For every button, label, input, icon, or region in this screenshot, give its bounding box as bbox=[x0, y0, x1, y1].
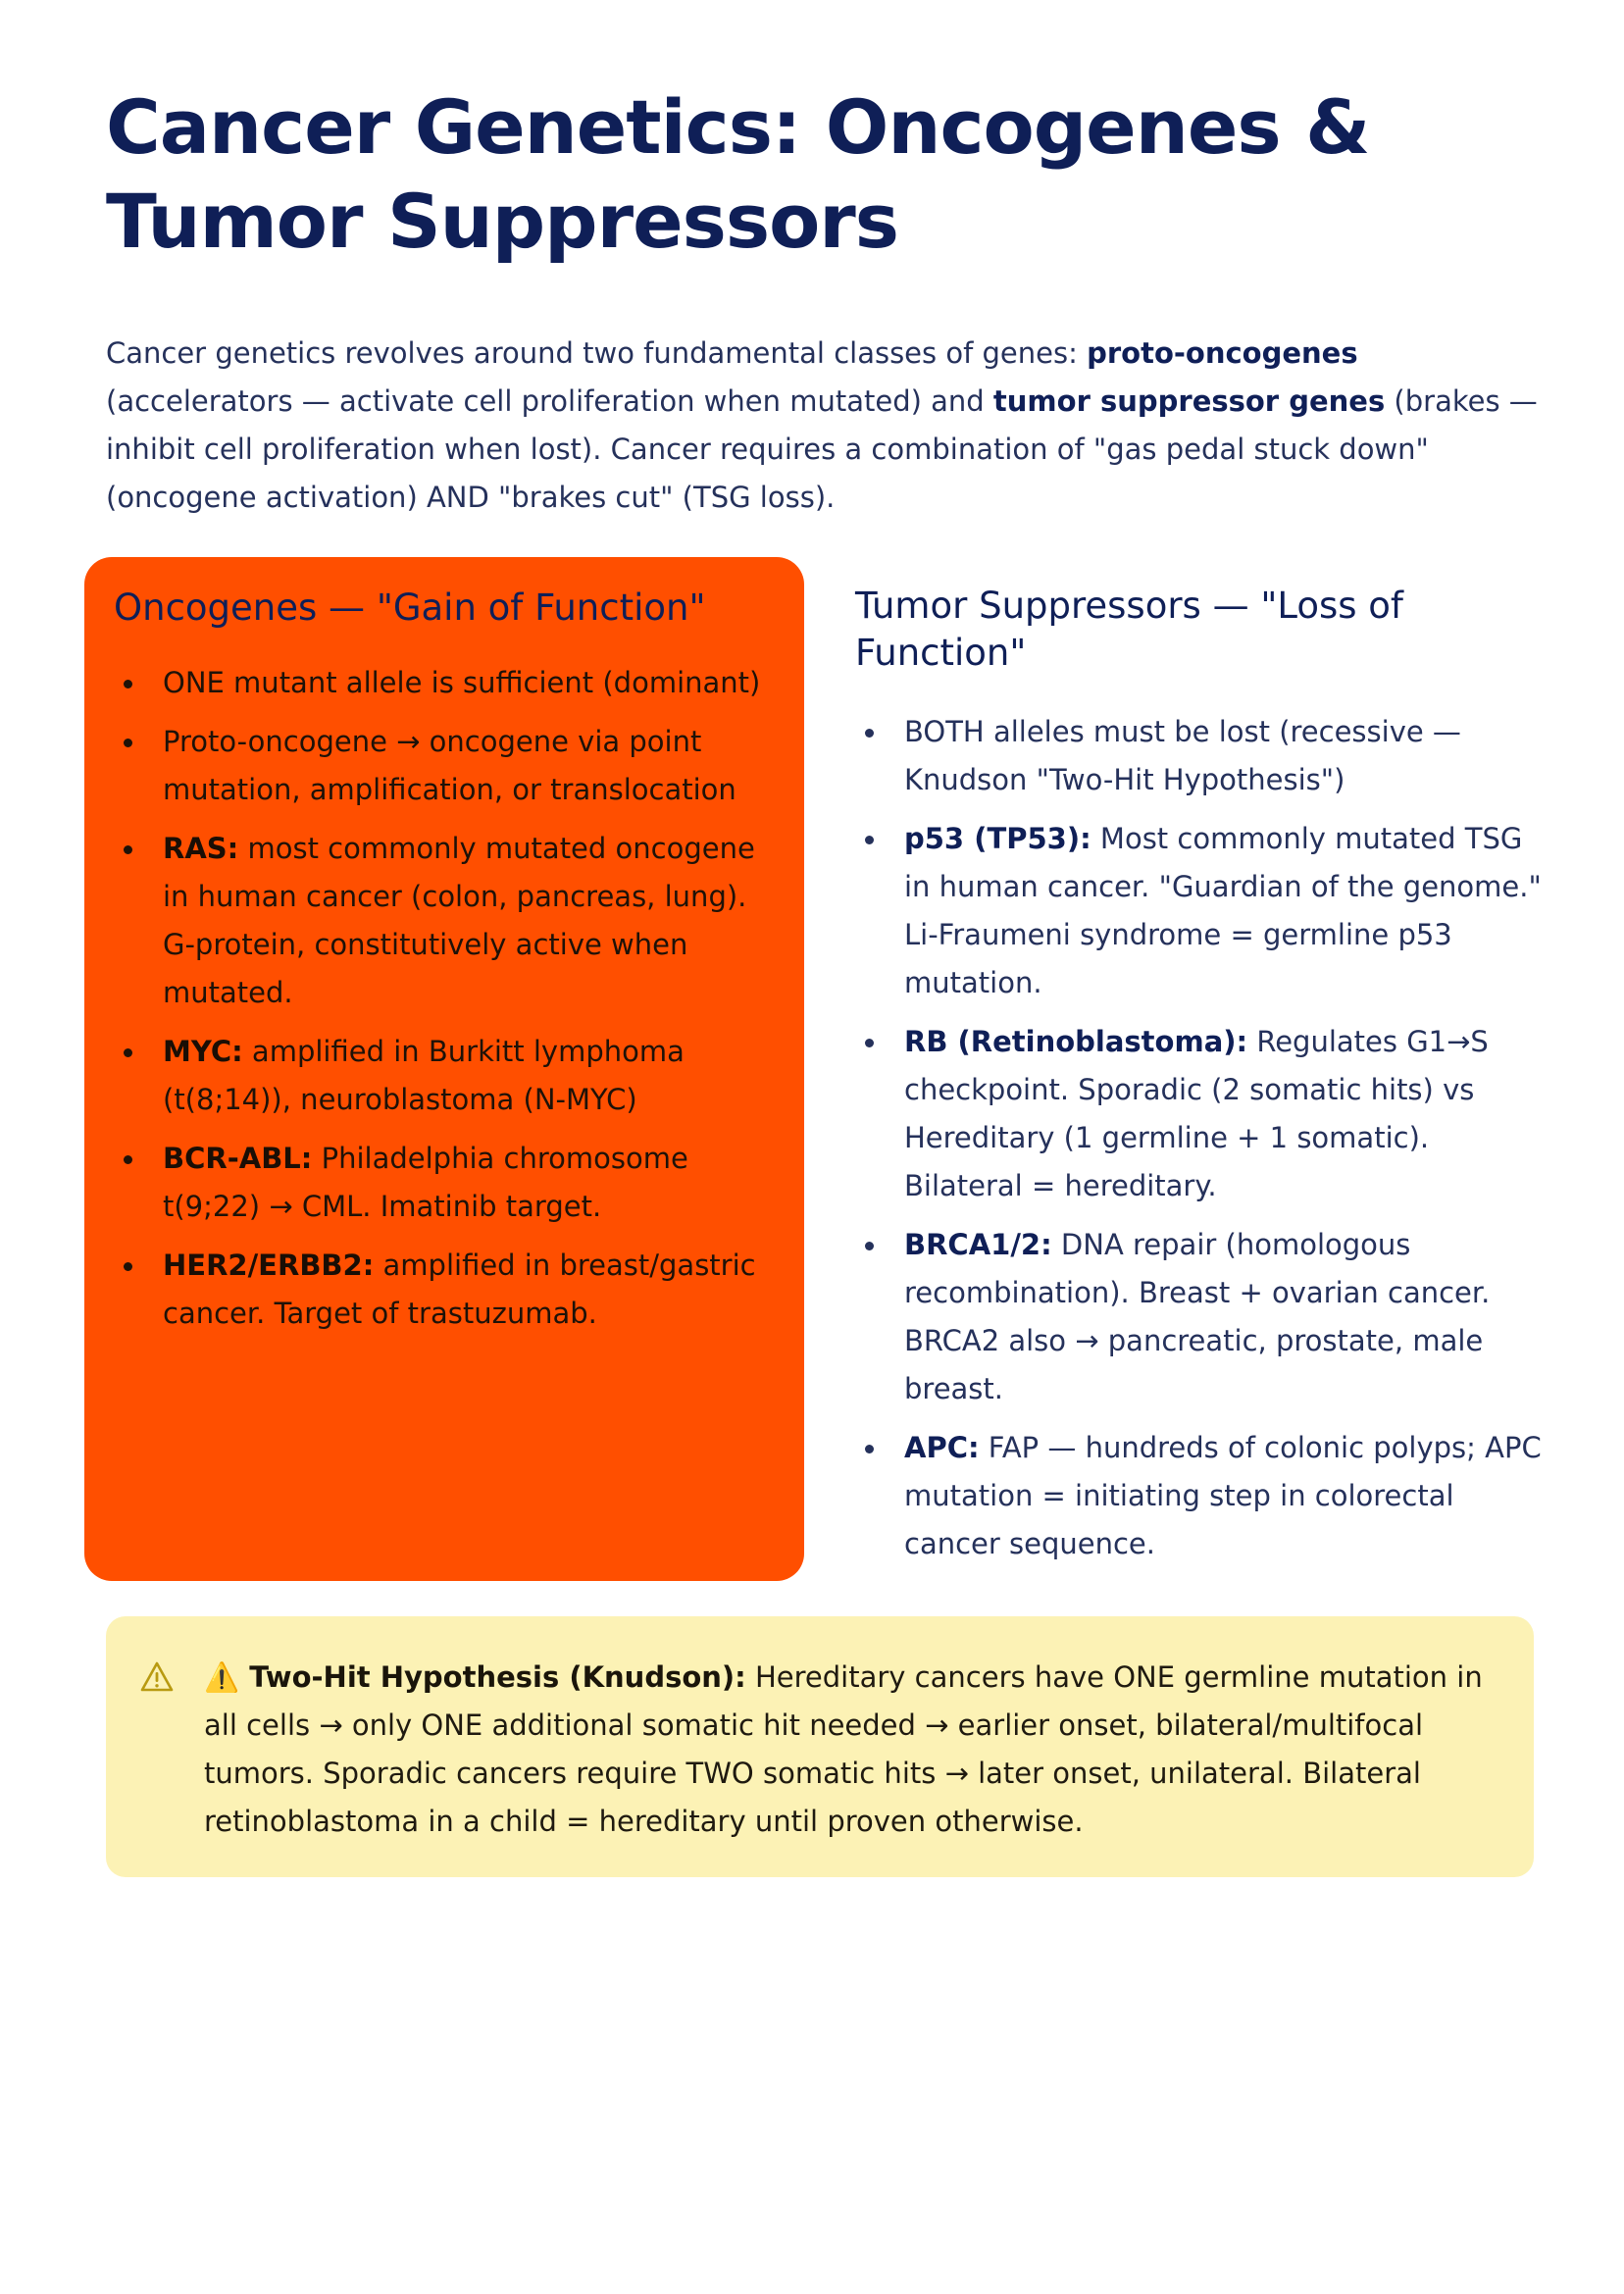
item-text: FAP — hundreds of colonic polyps; APC mutation = initiating step in colorectal cancer sequence. bbox=[904, 1431, 1542, 1560]
intro-paragraph bbox=[106, 330, 1538, 522]
list-item bbox=[855, 1424, 1542, 1568]
oncogenes-list bbox=[114, 659, 775, 1338]
two-hit-callout bbox=[106, 1616, 1534, 1877]
tumor-suppressors-list bbox=[855, 708, 1542, 1568]
intro-bold-term: proto-oncogenes bbox=[1087, 336, 1358, 370]
intro-text: (brakes — inhibit cell proliferation when lost). Cancer requires a combination of "gas pedal stuck down" (oncogene activation) AND "brakes cut" (TSG loss). bbox=[106, 384, 1538, 514]
item-text: Philadelphia chromosome t(9;22) → CML. Imatinib target. bbox=[163, 1142, 688, 1223]
item-text: amplified in Burkitt lymphoma (t(8;14)), neuroblastoma (N-MYC) bbox=[163, 1035, 685, 1116]
oncogenes-heading: Oncogenes — "Gain of Function" bbox=[114, 586, 706, 629]
callout-bold-label: ⚠️ Two-Hit Hypothesis (Knudson): bbox=[204, 1660, 746, 1694]
list-item bbox=[114, 1028, 775, 1124]
callout-body: Hereditary cancers have ONE germline mutation in all cells → only ONE additional somatic hit needed → earlier onset, bilateral/multifocal tumors. Sporadic cancers require TWO somatic hits → later onset, unilateral. Bilateral retinoblastoma in a child = hereditary until proven otherwise. bbox=[204, 1660, 1483, 1838]
list-item bbox=[114, 1135, 775, 1231]
intro-text: (accelerators — activate cell proliferation when mutated) and bbox=[106, 384, 993, 418]
warning-icon bbox=[139, 1659, 175, 1695]
item-text: Proto-oncogene → oncogene via point mutation, amplification, or translocation bbox=[163, 725, 736, 806]
item-bold-label: MYC: bbox=[163, 1035, 243, 1068]
item-bold-label: APC: bbox=[904, 1431, 980, 1464]
item-bold-label: BCR-ABL: bbox=[163, 1142, 313, 1175]
list-item bbox=[855, 815, 1542, 1007]
intro-bold-term: tumor suppressor genes bbox=[992, 384, 1386, 418]
item-bold-label: RAS: bbox=[163, 832, 239, 865]
list-item bbox=[114, 825, 775, 1017]
item-text: most commonly mutated oncogene in human cancer (colon, pancreas, lung). G-protein, constitutively active when mutated. bbox=[163, 832, 755, 1009]
list-item bbox=[855, 708, 1542, 804]
list-item bbox=[114, 1242, 775, 1338]
list-item bbox=[114, 718, 775, 814]
intro-text: Cancer genetics revolves around two fundamental classes of genes: bbox=[106, 336, 1088, 370]
item-bold-label: HER2/ERBB2: bbox=[163, 1249, 375, 1282]
item-text: ONE mutant allele is sufficient (dominant) bbox=[163, 666, 761, 699]
item-bold-label: BRCA1/2: bbox=[904, 1228, 1052, 1261]
tumor-suppressors-heading: Tumor Suppressors — "Loss of Function" bbox=[855, 585, 1403, 674]
item-text: Most commonly mutated TSG in human cancer. "Guardian of the genome." Li-Fraumeni syndrome = germline p53 mutation. bbox=[904, 822, 1542, 999]
list-item bbox=[855, 1221, 1542, 1413]
oncogenes-card bbox=[84, 557, 804, 1581]
item-text: DNA repair (homologous recombination). Breast + ovarian cancer. BRCA2 also → pancreatic, prostate, male breast. bbox=[904, 1228, 1491, 1405]
item-text: amplified in breast/gastric cancer. Target of trastuzumab. bbox=[163, 1249, 756, 1330]
list-item bbox=[855, 1018, 1542, 1210]
callout-text bbox=[204, 1654, 1487, 1846]
item-text: Regulates G1→S checkpoint. Sporadic (2 somatic hits) vs Hereditary (1 germline + 1 somatic). Bilateral = hereditary. bbox=[904, 1025, 1489, 1202]
tumor-suppressors-card bbox=[855, 583, 1542, 1579]
item-bold-label: p53 (TP53): bbox=[904, 822, 1091, 855]
item-text: BOTH alleles must be lost (recessive — Knudson "Two-Hit Hypothesis") bbox=[904, 715, 1461, 796]
list-item bbox=[114, 659, 775, 707]
page-title: Cancer Genetics: Oncogenes & Tumor Suppressors bbox=[106, 83, 1370, 265]
item-bold-label: RB (Retinoblastoma): bbox=[904, 1025, 1248, 1058]
